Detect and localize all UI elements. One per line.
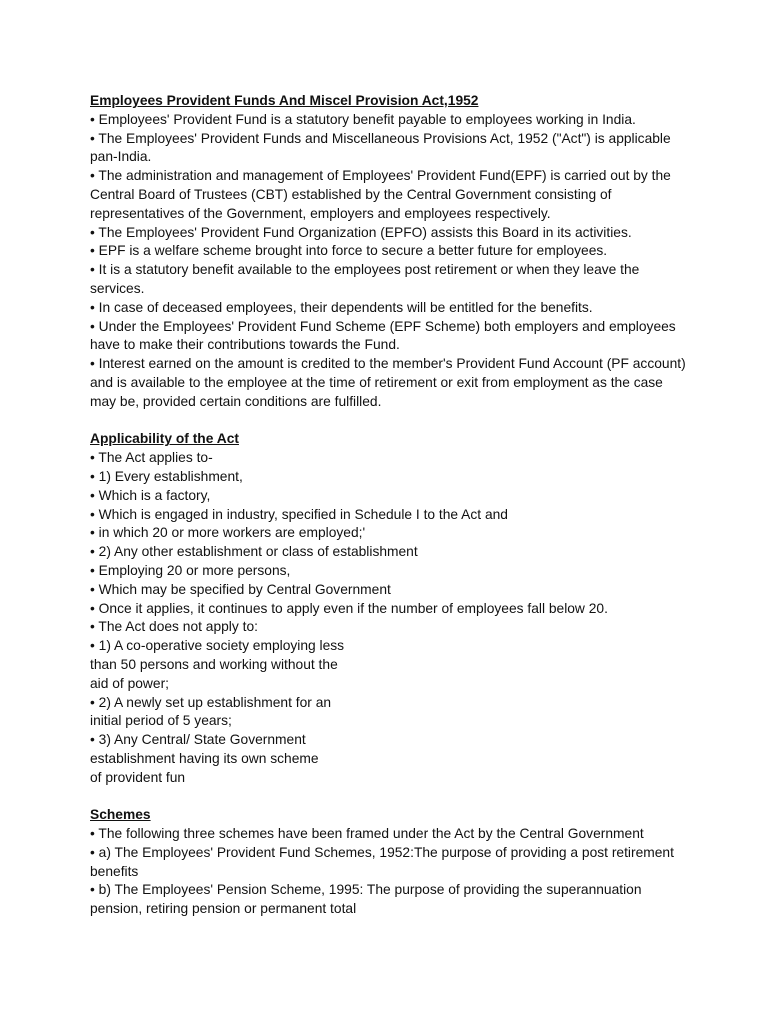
section-spacer	[90, 787, 690, 806]
document-page	[90, 92, 690, 919]
bullet-line: • 2) Any other establishment or class of establishment	[90, 544, 418, 560]
bullet-line: • Which is engaged in industry, specified in Schedule I to the Act and	[90, 506, 508, 522]
bullet-line: • The Act applies to-	[90, 450, 213, 466]
bullet-line: • 2) A newly set up establishment for an	[90, 694, 332, 710]
bullet-line: • It is a statutory benefit available to the employees post retirement or when they leave the services.	[90, 262, 640, 296]
section-heading: Applicability of the Act	[90, 431, 239, 447]
bullet-line: • a) The Employees' Provident Fund Schemes, 1952:The purpose of providing a post retirement benefits	[90, 844, 674, 879]
bullet-line: • Which is a factory,	[90, 487, 211, 503]
bullet-line: • In case of deceased employees, their dependents will be entitled for the benefits.	[90, 299, 593, 315]
section-schemes	[90, 806, 690, 919]
bullet-line: • EPF is a welfare scheme brought into force to secure a better future for employees.	[90, 243, 608, 259]
bullet-line: • Under the Employees' Provident Fund Scheme (EPF Scheme) both employers and employees have to make their contributions towards the Fund.	[90, 318, 676, 353]
bullet-line: • 3) Any Central/ State Government	[90, 732, 306, 748]
text-line: than 50 persons and working without the	[90, 656, 338, 672]
text-line: of provident fun	[90, 769, 186, 785]
text-line: establishment having its own scheme	[90, 750, 319, 766]
bullet-line: • The administration and management of Employees' Provident Fund(EPF) is carried out by the Central Board of Trustees (CBT) established by the Central Government consisting of representatives of the Government, employers and employees respectively.	[90, 168, 671, 221]
text-line: aid of power;	[90, 675, 169, 691]
text-line: initial period of 5 years;	[90, 713, 232, 729]
bullet-line: • The Employees' Provident Funds and Miscellaneous Provisions Act, 1952 ("Act") is applicable pan-India.	[90, 130, 671, 165]
bullet-line: • Employing 20 or more persons,	[90, 562, 291, 578]
bullet-line: • Once it applies, it continues to apply even if the number of employees fall below 20.	[90, 600, 608, 616]
bullet-line: • Interest earned on the amount is credited to the member's Provident Fund Account (PF account) and is available to the employee at the time of retirement or exit from employment as the case may be, provided certain conditions are fulfilled.	[90, 356, 686, 409]
bullet-line: • The following three schemes have been framed under the Act by the Central Government	[90, 826, 644, 842]
section-spacer	[90, 412, 690, 431]
bullet-line: • The Act does not apply to:	[90, 619, 258, 635]
bullet-line: • Employees' Provident Fund is a statutory benefit payable to employees working in India.	[90, 111, 636, 127]
section-heading: Schemes	[90, 807, 151, 823]
bullet-line: • Which may be specified by Central Government	[90, 581, 391, 597]
section-epf-act	[90, 92, 690, 412]
section-applicability	[90, 430, 690, 787]
bullet-line: • b) The Employees' Pension Scheme, 1995: The purpose of providing the superannuation pension, retiring pension or permanent total	[90, 882, 642, 917]
bullet-line: • in which 20 or more workers are employed;'	[90, 525, 366, 541]
bullet-line: • 1) A co-operative society employing less	[90, 638, 345, 654]
bullet-line: • 1) Every establishment,	[90, 468, 243, 484]
section-heading: Employees Provident Funds And Miscel Provision Act,1952	[90, 93, 479, 108]
bullet-line: • The Employees' Provident Fund Organization (EPFO) assists this Board in its activities.	[90, 224, 632, 240]
